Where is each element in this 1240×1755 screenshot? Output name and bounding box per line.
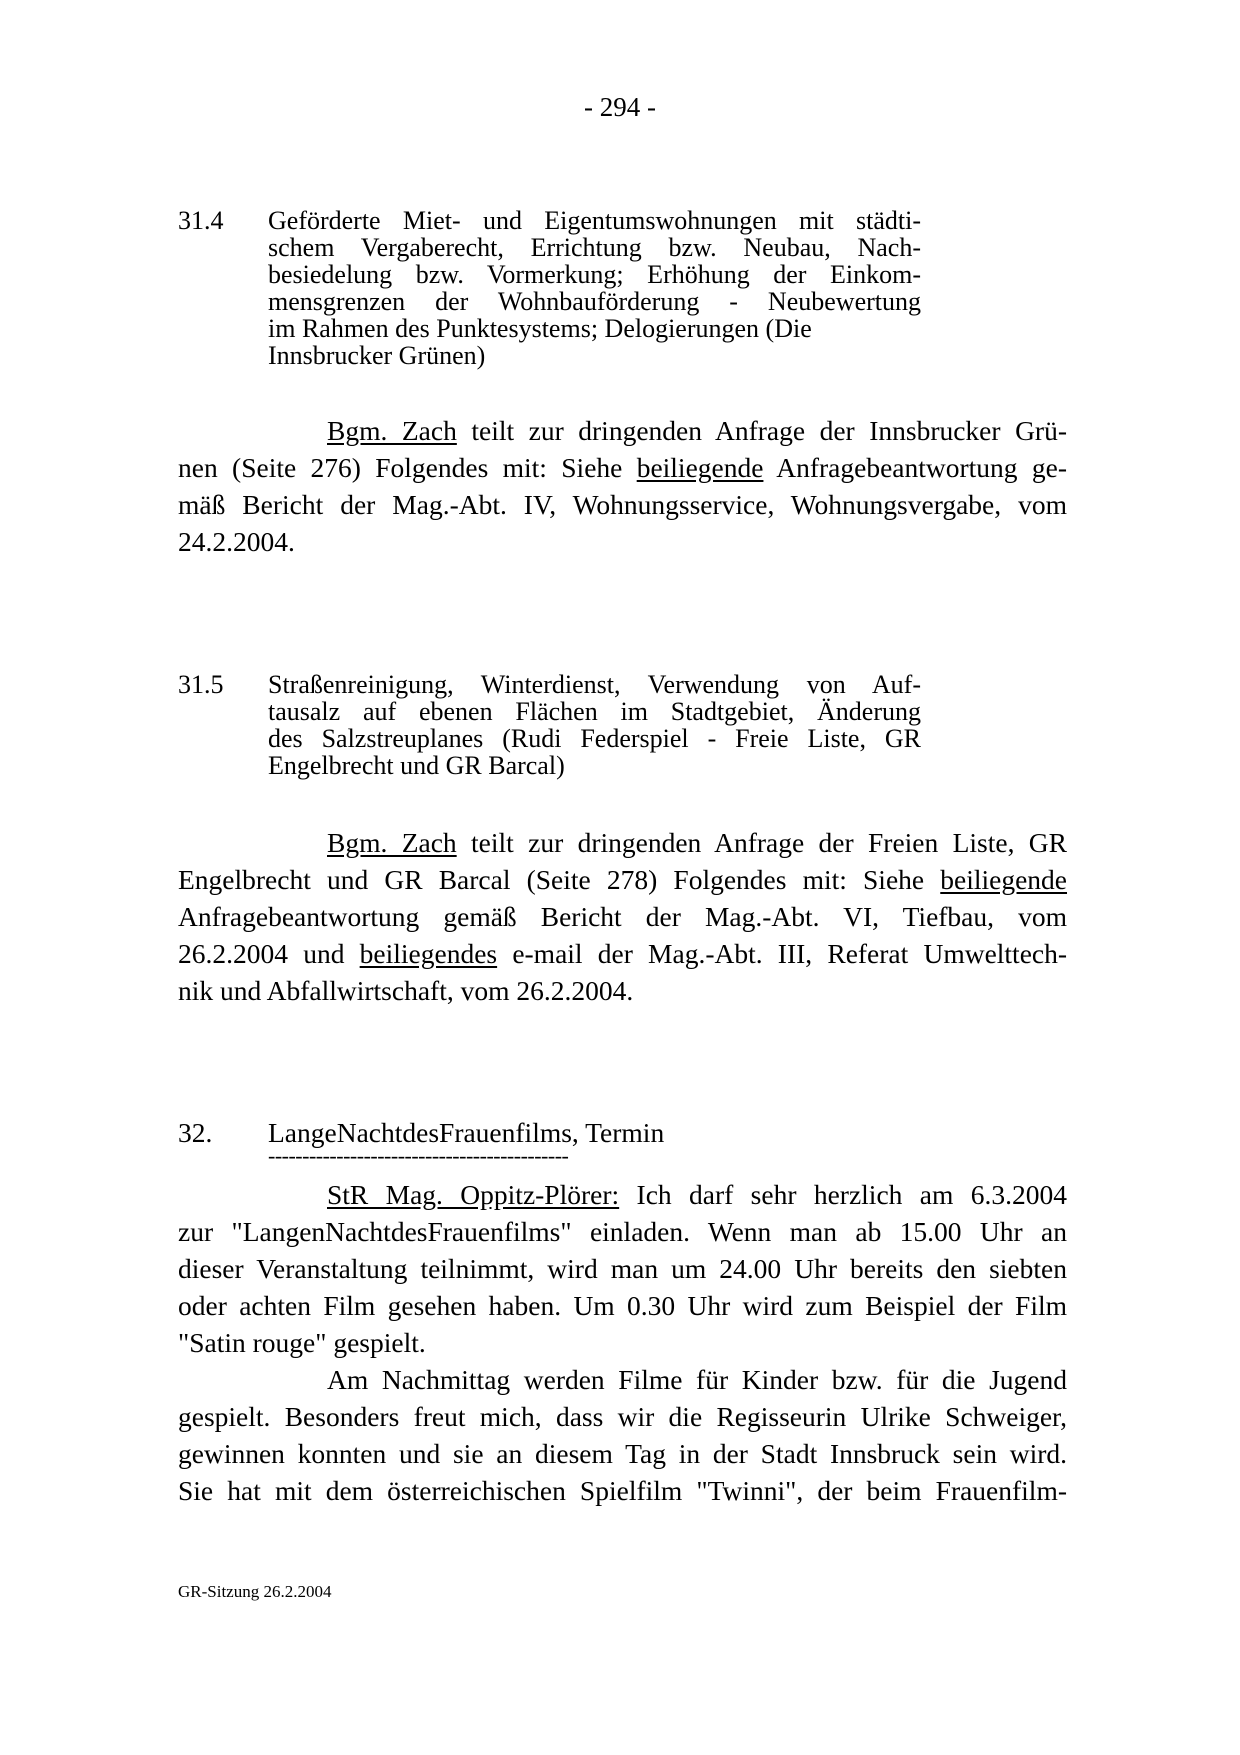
body-line: nen (Seite 276) Folgendes mit: Siehe beiliegende Anfragebeantwortung ge- bbox=[178, 452, 1067, 483]
body-line: Sie hat mit dem österreichischen Spielfilm "Twinni", der beim Frauenfilm- bbox=[178, 1475, 1067, 1506]
body-line: Bgm. Zach teilt zur dringenden Anfrage der Freien Liste, GR bbox=[327, 827, 1068, 858]
body-line: dieser Veranstaltung teilnimmt, wird man um 24.00 Uhr bereits den siebten bbox=[178, 1253, 1067, 1284]
footer: GR-Sitzung 26.2.2004 bbox=[178, 1582, 332, 1601]
body-line: gespielt. Besonders freut mich, dass wir die Regisseurin Ulrike Schweiger, bbox=[178, 1401, 1067, 1432]
attachment-ref: beiliegende bbox=[940, 864, 1068, 895]
speaker-name: StR Mag. Oppitz-Plörer: bbox=[327, 1179, 620, 1210]
attachment-ref: beiliegendes bbox=[359, 938, 498, 969]
heading-underline: -------------------------------------------- bbox=[268, 1143, 569, 1168]
section-number: 32. bbox=[178, 1117, 213, 1148]
heading-line: tausalz auf ebenen Flächen im Stadtgebiet, Änderung bbox=[268, 697, 921, 726]
section-body bbox=[178, 412, 1067, 560]
body-line: mäß Bericht der Mag.-Abt. IV, Wohnungsservice, Wohnungsvergabe, vom bbox=[178, 489, 1067, 520]
section-heading bbox=[268, 671, 921, 779]
section-heading: LangeNachtdesFrauenfilms, Termin bbox=[268, 1117, 665, 1148]
section-body bbox=[178, 824, 1067, 1009]
body-line: zur "LangenNachtdesFrauenfilms" einladen. Wenn man ab 15.00 Uhr an bbox=[178, 1216, 1067, 1247]
section-number: 31.5 bbox=[178, 670, 224, 699]
body-line: oder achten Film gesehen haben. Um 0.30 Uhr wird zum Beispiel der Film bbox=[178, 1290, 1067, 1321]
heading-line: mensgrenzen der Wohnbauförderung - Neubewertung bbox=[268, 287, 921, 316]
body-line: Anfragebeantwortung gemäß Bericht der Mag.-Abt. VI, Tiefbau, vom bbox=[178, 901, 1067, 932]
heading-line: schem Vergaberecht, Errichtung bzw. Neubau, Nach- bbox=[268, 233, 921, 262]
section-heading bbox=[268, 207, 921, 369]
heading-line: Geförderte Miet- und Eigentumswohnungen mit städti- bbox=[268, 206, 921, 235]
heading-line: besiedelung bzw. Vormerkung; Erhöhung der Einkom- bbox=[268, 260, 921, 289]
body-line: StR Mag. Oppitz-Plörer: Ich darf sehr herzlich am 6.3.2004 bbox=[327, 1179, 1067, 1210]
heading-line: Innsbrucker Grünen) bbox=[268, 341, 486, 370]
speaker-name: Bgm. Zach bbox=[327, 827, 457, 858]
heading-line: im Rahmen des Punktesystems; Delogierungen (Die bbox=[268, 314, 812, 343]
body-line: 26.2.2004 und beiliegendes e-mail der Mag.-Abt. III, Referat Umwelttech- bbox=[178, 938, 1068, 969]
heading-line: Straßenreinigung, Winterdienst, Verwendung von Auf- bbox=[268, 670, 921, 699]
section-number: 31.4 bbox=[178, 206, 224, 235]
speaker-name: Bgm. Zach bbox=[327, 415, 457, 446]
body-line: Engelbrecht und GR Barcal (Seite 278) Folgendes mit: Siehe beiliegende bbox=[178, 864, 1068, 895]
section-body bbox=[178, 1176, 1067, 1509]
body-line: Am Nachmittag werden Filme für Kinder bzw. für die Jugend bbox=[327, 1364, 1067, 1395]
page-number: - 294 - bbox=[584, 92, 656, 122]
attachment-ref: beiliegende bbox=[636, 452, 764, 483]
body-line: "Satin rouge" gespielt. bbox=[178, 1327, 426, 1358]
body-line: 24.2.2004. bbox=[178, 526, 295, 557]
heading-line: des Salzstreuplanes (Rudi Federspiel - Freie Liste, GR bbox=[268, 724, 921, 753]
body-line: gewinnen konnten und sie an diesem Tag in der Stadt Innsbruck sein wird. bbox=[178, 1438, 1067, 1469]
body-line: Bgm. Zach teilt zur dringenden Anfrage der Innsbrucker Grü- bbox=[327, 415, 1067, 446]
heading-line: Engelbrecht und GR Barcal) bbox=[268, 751, 565, 780]
body-line: nik und Abfallwirtschaft, vom 26.2.2004. bbox=[178, 975, 634, 1006]
